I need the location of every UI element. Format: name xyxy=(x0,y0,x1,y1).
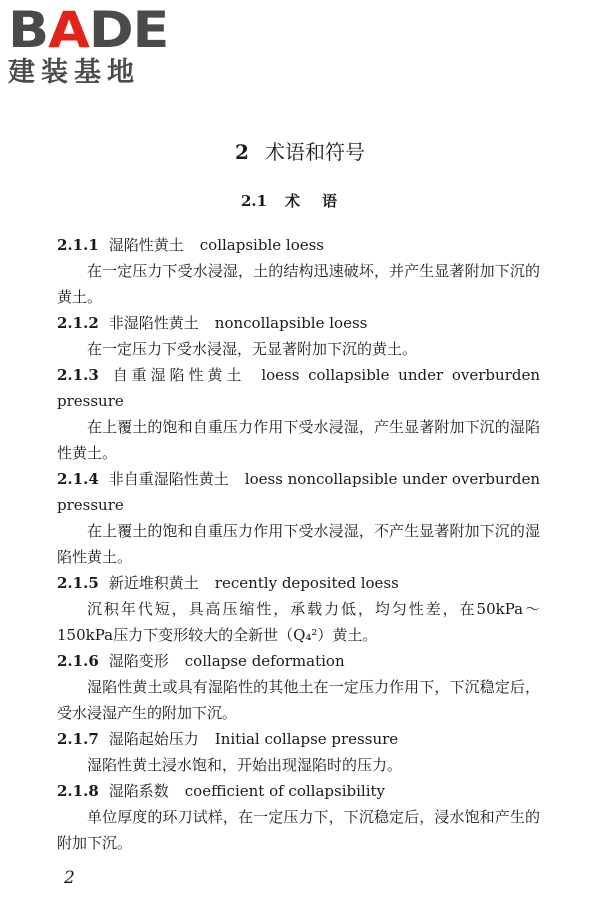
term-number: 2.1.7 xyxy=(57,730,99,748)
term-definition: 在一定压力下受水浸湿，土的结构迅速破坏，并产生显著附加下沉的黄土。 xyxy=(57,262,540,306)
term-english: noncollapsible loess xyxy=(214,314,368,332)
terms-list xyxy=(57,232,540,856)
term-chinese: 湿陷性黄土 xyxy=(108,236,184,254)
section-heading xyxy=(0,190,600,212)
term-english: Initial collapse pressure xyxy=(214,730,399,748)
term-heading xyxy=(57,726,540,752)
term-chinese: 新近堆积黄土 xyxy=(108,574,199,592)
term-english: loess collapsible under overburden pressure xyxy=(57,366,540,410)
term-english: loess noncollapsible under overburden pressure xyxy=(57,470,540,514)
term-english: recently deposited loess xyxy=(214,574,399,592)
term-heading xyxy=(57,466,540,518)
term-definition: 在上覆土的饱和自重压力作用下受水浸湿，不产生显著附加下沉的湿陷性黄土。 xyxy=(57,522,540,566)
chapter-number: 2 xyxy=(235,140,249,164)
term-number: 2.1.1 xyxy=(57,236,99,254)
term-definition: 在上覆土的饱和自重压力作用下受水浸湿，产生显著附加下沉的湿陷性黄土。 xyxy=(57,418,540,462)
term-definition: 单位厚度的环刀试样，在一定压力下，下沉稳定后，浸水饱和产生的附加下沉。 xyxy=(57,808,540,852)
term-entry xyxy=(57,726,540,778)
bade-logo xyxy=(8,1,178,88)
term-chinese: 非湿陷性黄土 xyxy=(108,314,199,332)
term-chinese: 非自重湿陷性黄土 xyxy=(108,470,229,488)
term-entry xyxy=(57,466,540,570)
term-entry xyxy=(57,232,540,310)
term-entry xyxy=(57,570,540,648)
term-definition: 湿陷性黄土或具有湿陷性的其他土在一定压力作用下，下沉稳定后，受水浸湿产生的附加下沉。 xyxy=(57,678,540,722)
term-number: 2.1.8 xyxy=(57,782,99,800)
term-entry xyxy=(57,648,540,726)
term-heading xyxy=(57,362,540,414)
term-chinese: 湿陷变形 xyxy=(108,652,169,670)
term-definition: 沉积年代短，具高压缩性，承载力低，均匀性差，在50kPa～150kPa压力下变形较大的全新世（Q₄²）黄土。 xyxy=(57,600,540,644)
chapter-title: 术语和符号 xyxy=(264,140,365,164)
term-heading xyxy=(57,310,540,336)
term-heading xyxy=(57,232,540,258)
section-number: 2.1 xyxy=(240,192,268,210)
term-number: 2.1.5 xyxy=(57,574,99,592)
logo-wordmark xyxy=(8,1,169,59)
term-chinese: 湿陷系数 xyxy=(108,782,169,800)
term-definition: 在一定压力下受水浸湿，无显著附加下沉的黄土。 xyxy=(87,340,418,358)
term-entry xyxy=(57,778,540,856)
section-title: 术语 xyxy=(285,192,360,210)
term-entry xyxy=(57,310,540,362)
term-heading xyxy=(57,778,540,804)
logo-letter-accent: A xyxy=(48,1,89,59)
logo-subtitle: 建装基地 xyxy=(8,57,140,88)
term-chinese: 湿陷起始压力 xyxy=(108,730,199,748)
term-number: 2.1.2 xyxy=(57,314,99,332)
logo-letters-suffix: DE xyxy=(88,1,169,59)
page-number: 2 xyxy=(64,868,75,888)
term-number: 2.1.6 xyxy=(57,652,99,670)
term-english: coefficient of collapsibility xyxy=(184,782,385,800)
term-number: 2.1.3 xyxy=(57,366,99,384)
term-definition: 湿陷性黄土浸水饱和，开始出现湿陷时的压力。 xyxy=(87,756,403,774)
term-number: 2.1.4 xyxy=(57,470,99,488)
term-chinese: 自重湿陷性黄土 xyxy=(108,366,246,384)
term-heading xyxy=(57,570,540,596)
term-heading xyxy=(57,648,540,674)
chapter-heading xyxy=(0,138,600,166)
term-english: collapsible loess xyxy=(199,236,324,254)
term-entry xyxy=(57,362,540,466)
term-english: collapse deformation xyxy=(184,652,345,670)
logo-letters-prefix: B xyxy=(8,1,49,59)
